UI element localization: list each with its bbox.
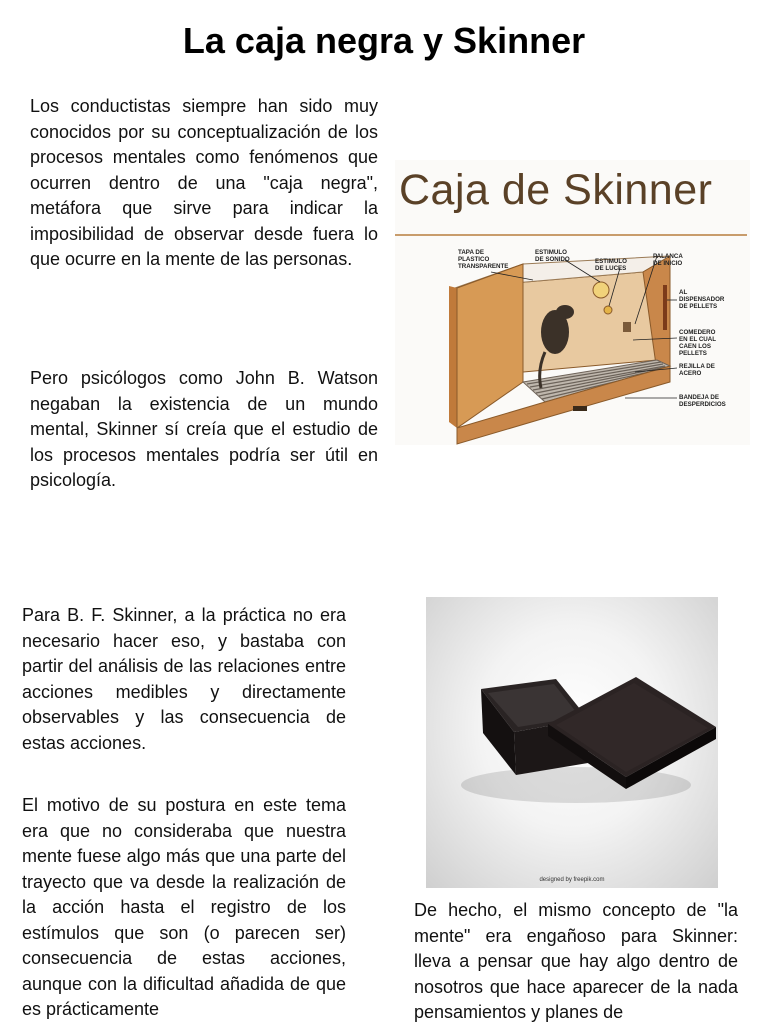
paragraph-concepto-mente: De hecho, el mismo concepto de "la mente" era engañoso para Skinner: lleva a pensar que hay algo dentro de nosotros que hace aparecer de la nada pensamientos y planes de bbox=[414, 900, 738, 1022]
freepik-credit: designed by freepik.com bbox=[539, 877, 605, 883]
label-dispensador-2: DISPENSADOR bbox=[679, 296, 725, 303]
label-estimulo-luces-2: DE LUCES bbox=[595, 265, 627, 272]
skinner-box-illustration bbox=[395, 160, 750, 445]
black-box-illustration bbox=[426, 597, 718, 888]
label-tapa-1: TAPA DE bbox=[458, 249, 485, 256]
skinner-figure-heading: Caja de Skinner bbox=[399, 166, 713, 214]
label-comedero-1: COMEDERO bbox=[679, 329, 716, 336]
paragraph-black-box-intro: Los conductistas siempre han sido muy conocidos por su conceptualización de los procesos mentales como fenómenos que ocurren dentro de una "caja negra", metáfora que sirve para indicar la imposibilidad de observar desde fuera lo que ocurre en la mente de las personas. bbox=[30, 96, 378, 269]
label-palanca-1: PALANCA bbox=[653, 253, 683, 260]
label-comedero-3: CAEN LOS bbox=[679, 343, 711, 350]
skinner-box-figure bbox=[395, 160, 750, 445]
label-estimulo-sonido-1: ESTIMULO bbox=[535, 249, 567, 256]
paragraph-skinner-practice: Para B. F. Skinner, a la práctica no era necesario hacer eso, y bastaba con partir del análisis de las relaciones entre acciones medibles y directamente observables y las consecuencia de estas acciones. bbox=[22, 605, 346, 753]
label-dispensador-3: DE PELLETS bbox=[679, 303, 718, 310]
paragraph-watson: Pero psicólogos como John B. Watson negaban la existencia de un mundo mental, Skinner sí creía que el estudio de los procesos mentales podría ser útil en psicología. bbox=[30, 368, 378, 490]
label-estimulo-sonido-2: DE SONIDO bbox=[535, 256, 570, 263]
page-title: La caja negra y Skinner bbox=[182, 20, 586, 61]
label-estimulo-luces-1: ESTIMULO bbox=[595, 258, 627, 265]
black-box-photo bbox=[426, 597, 718, 888]
label-tapa-2: PLASTICO bbox=[458, 256, 490, 263]
label-rejilla-2: ACERO bbox=[679, 370, 702, 377]
paragraph-postura: El motivo de su postura en este tema era que no consideraba que nuestra mente fuese algo más que una parte del trayecto que va desde la realización de la acción hasta el registro de los estímulos que son (o parecen ser) consecuencia de estas acciones, aunque con la dificultad añadida de que es prácticamente bbox=[22, 795, 346, 1019]
label-comedero-4: PELLETS bbox=[679, 350, 707, 357]
label-palanca-2: DE INICIO bbox=[653, 260, 683, 267]
label-tapa-3: TRANSPARENTE bbox=[458, 263, 509, 270]
label-comedero-2: EN EL CUAL bbox=[679, 336, 717, 343]
label-bandeja-2: DESPERDICIOS bbox=[679, 401, 726, 408]
label-bandeja-1: BANDEJA DE bbox=[679, 394, 719, 401]
label-rejilla-1: REJILLA DE bbox=[679, 363, 715, 370]
label-dispensador-1: AL bbox=[679, 289, 688, 296]
